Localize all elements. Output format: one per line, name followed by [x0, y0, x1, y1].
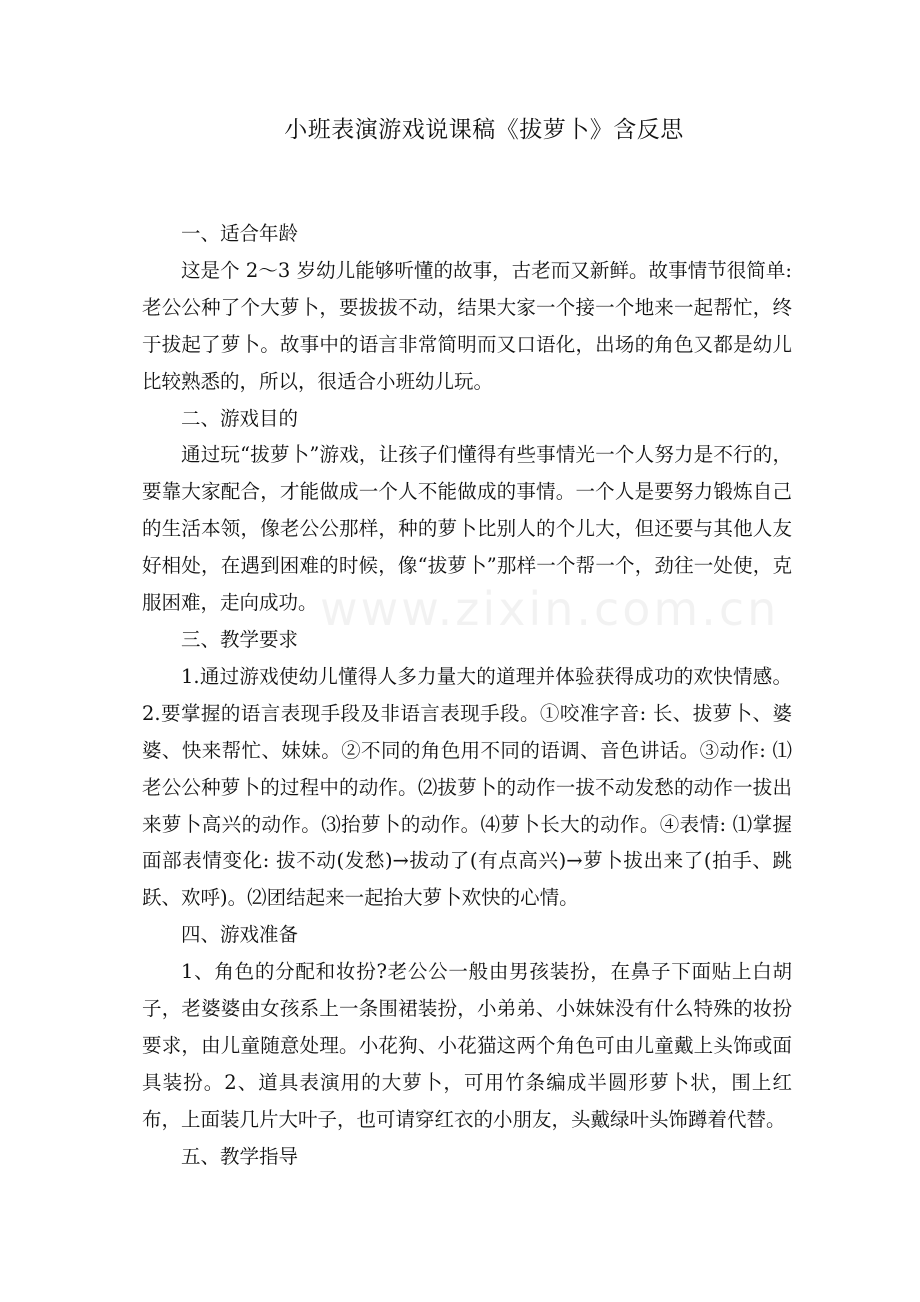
section-paragraph-purpose: 通过玩“拔萝卜”游戏，让孩子们懂得有些事情光一个人努力是不行的，要靠大家配合，才能做成一个人不能做成的事情。一个人是要努力锻炼自己的生活本领，像老公公那样，种的萝卜比别人的个儿大，但还要与其他人友好相处，在遇到困难的时候，像“拔萝卜”那样一个帮一个，劲往一处使，克服困难，走向成功。 — [142, 443, 792, 615]
section-paragraph-preparation: 1、角色的分配和妆扮?老公公一般由男孩装扮，在鼻子下面贴上白胡子，老婆婆由女孩系上一条围裙装扮，小弟弟、小妹妹没有什么特殊的妆扮要求，由儿童随意处理。小花狗、小花猫这两个角色可由儿童戴上头饰或面具装扮。2、道具表演用的大萝卜，可用竹条编成半圆形萝卜状，围上红布，上面装几片大叶子，也可请穿红衣的小朋友，头戴绿叶头饰蹲着代替。 — [142, 960, 792, 1131]
section-heading-age: 一、适合年龄 — [181, 222, 299, 245]
section-heading-purpose: 二、游戏目的 — [181, 406, 299, 430]
document-title: 小班表演游戏说课稿《拔萝卜》含反思 — [284, 117, 684, 143]
section-paragraph-age: 这是个 2～3 岁幼儿能够听懂的故事，古老而又新鲜。故事情节很简单: 老公公种了个大萝卜，要拔拔不动，结果大家一个接一个地来一起帮忙，终于拔起了萝卜。故事中的语言非常简明而又口语化，出场的角色又都是幼儿比较熟悉的，所以，很适合小班幼儿玩。 — [142, 258, 792, 393]
section-heading-guidance: 五、教学指导 — [181, 1144, 299, 1168]
section-paragraph-requirements: 1.通过游戏使幼儿懂得人多力量大的道理并体验获得成功的欢快情感。2.要掌握的语言表现手段及非语言表现手段。①咬准字音: 长、拔萝卜、婆婆、快来帮忙、妹妹。②不同的角色用不同的语调、音色讲话。③动作: ⑴老公公种萝卜的过程中的动作。⑵拔萝卜的动作一拔不动发愁的动作一拔出来萝卜高兴的动作。⑶抬萝卜的动作。⑷萝卜长大的动作。④表情: ⑴掌握面部表情变化: 拔不动(发愁)→拔动了(有点高兴)→萝卜拔出来了(拍手、跳跃、欢呼)。⑵团结起来一起抬大萝卜欢快的心情。 — [142, 664, 792, 910]
document-body — [142, 216, 792, 1176]
section-heading-preparation: 四、游戏准备 — [181, 923, 299, 947]
watermark-text: www.zixin.com.cn — [320, 582, 780, 636]
section-heading-requirements: 三、教学要求 — [181, 627, 299, 651]
